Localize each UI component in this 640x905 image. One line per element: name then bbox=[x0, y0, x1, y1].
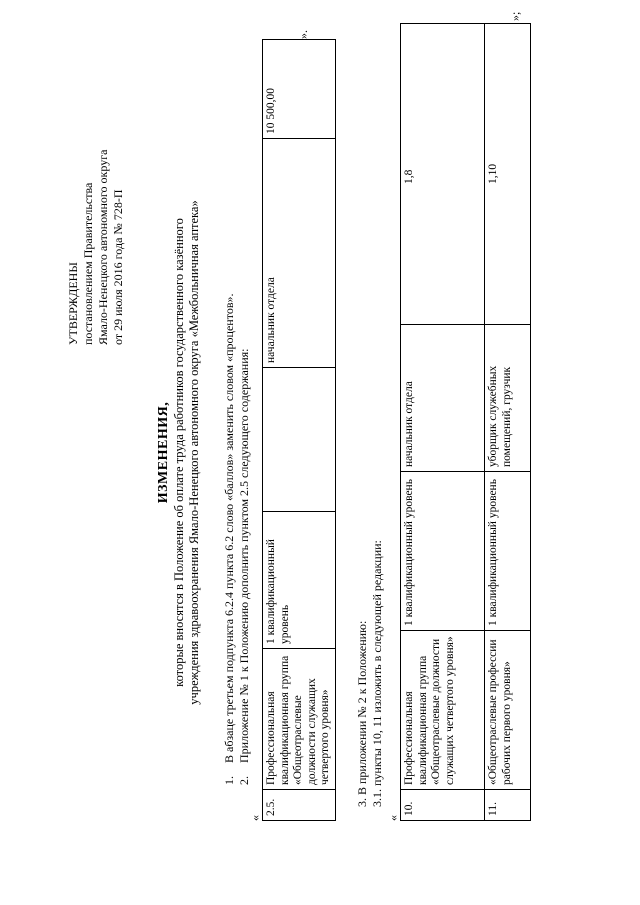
list-item bbox=[237, 294, 252, 785]
table-cell-empty bbox=[263, 368, 336, 512]
page-title: ИЗМЕНЕНИЯ, bbox=[156, 401, 171, 504]
table-cell-position: начальник отдела bbox=[263, 139, 336, 368]
table-cell-value: 1,8 bbox=[401, 24, 485, 325]
table-cell-group: Профессиональная квалификационная группа «Общеотраслевые должности служащих четвертого уровня» bbox=[401, 631, 485, 790]
list-item-text: 3. В приложении № 2 к Положению: bbox=[355, 620, 369, 807]
table-row bbox=[263, 40, 336, 821]
table-cell-level: 1 квалификационный уровень bbox=[485, 472, 531, 631]
open-quote: « bbox=[386, 815, 400, 821]
appendix-list bbox=[355, 540, 385, 807]
heading-line: учреждения здравоохранения Ямало-Ненецкого автономного округа «Межбольничная аптека» bbox=[187, 200, 201, 705]
table-cell-value: 1,10 bbox=[485, 24, 531, 325]
table-cell-level: 1 квалификационный уровень bbox=[263, 512, 336, 649]
approval-line: от 29 июля 2016 года № 728-П bbox=[111, 189, 125, 345]
close-quote: »; bbox=[508, 11, 522, 21]
table-cell-position: уборщик служебных помещений, грузчик bbox=[485, 325, 531, 472]
table-cell-level: 1 квалификационный уровень bbox=[401, 472, 485, 631]
close-quote: ». bbox=[296, 30, 310, 39]
approval-block bbox=[66, 150, 126, 345]
table-cell-group: «Общеотраслевые профессии рабочих первого уровня» bbox=[485, 631, 531, 790]
list-item-text: 3.1. пункты 10, 11 изложить в следующей редакции: bbox=[370, 540, 384, 807]
table-pkg-1 bbox=[262, 39, 336, 821]
list-item-text: В абзаце третьем подпункта 6.2.4 пункта 6.2 слово «баллов» заменить словом «процентов». bbox=[222, 293, 236, 763]
table-row bbox=[401, 24, 485, 821]
approval-title: УТВЕРЖДЕНЫ bbox=[66, 262, 80, 345]
heading-line: которые вносятся в Положение об оплате труда работников государственного казённого bbox=[172, 218, 186, 687]
approval-line: постановлением Правительства bbox=[81, 182, 95, 345]
amendments-list bbox=[222, 294, 252, 785]
list-item bbox=[222, 294, 237, 785]
list-item-text: Приложение № 1 к Положению дополнить пунктом 2.5 следующего содержания: bbox=[237, 348, 251, 763]
table-cell-position: начальник отдела bbox=[401, 325, 485, 472]
table-cell-num: 11. bbox=[485, 790, 531, 821]
heading-block bbox=[156, 0, 202, 905]
open-quote: « bbox=[248, 815, 262, 821]
table-cell-value: 10 500,00 bbox=[263, 40, 336, 139]
table-cell-num: 2.5. bbox=[263, 790, 336, 821]
approval-line: Ямало-Ненецкого автономного округа bbox=[96, 149, 110, 345]
list-item-number: 1. bbox=[222, 776, 236, 785]
table-row bbox=[485, 24, 531, 821]
table-cell-group: Профессиональная квалификационная группа «Общеотраслевые должности служащих четвертого уровня» bbox=[263, 649, 336, 790]
list-item-number: 2. bbox=[237, 776, 251, 785]
table-pkg-2 bbox=[400, 23, 531, 821]
table-cell-num: 10. bbox=[401, 790, 485, 821]
